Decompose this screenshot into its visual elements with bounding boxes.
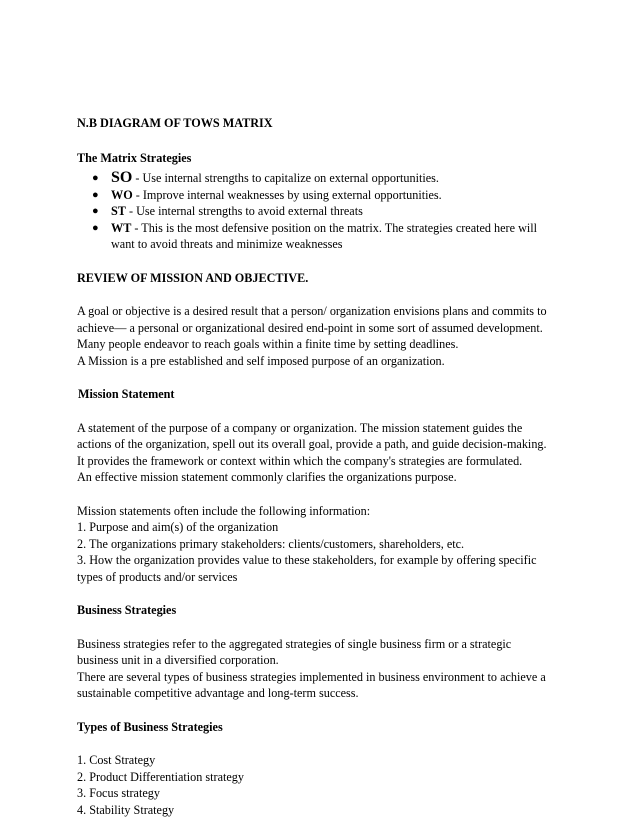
text-line: A goal or objective is a desired result that a person/ organization envisions plans and commits to xyxy=(77,304,547,318)
text-line: actions of the organization, spell out its overall goal, provide a path, and guide decision-making. xyxy=(77,437,547,451)
text-line: 3. How the organization provides value to these stakeholders, for example by offering specific xyxy=(77,553,537,567)
bullet-icon: ● xyxy=(92,172,99,184)
list-item: 2. Product Differentiation strategy xyxy=(77,769,244,784)
strategy-text: - Use internal strengths to capitalize on external opportunities. xyxy=(132,171,439,185)
text-line: types of products and/or services xyxy=(77,569,238,584)
bullet-icon: ● xyxy=(92,205,99,217)
mission-heading: Mission Statement xyxy=(78,387,175,401)
text-line: Mission statements often include the following information: xyxy=(77,503,371,518)
text-line: A Mission is a pre established and self imposed purpose of an organization. xyxy=(77,353,445,368)
strategy-abbr: WT xyxy=(111,220,132,235)
review-paragraph xyxy=(77,303,567,369)
review-heading: REVIEW OF MISSION AND OBJECTIVE. xyxy=(77,270,309,285)
mission-info-paragraph xyxy=(77,503,567,586)
strategy-abbr: WO xyxy=(111,187,133,202)
text-line: Business strategies refer to the aggregated strategies of single business firm or a strategic xyxy=(77,636,512,651)
list-item: 4. Stability Strategy xyxy=(77,802,175,817)
strategy-text: - This is the most defensive position on the matrix. The strategies created here will xyxy=(131,220,538,235)
text-line: achieve— a personal or organizational desired end-point in some sort of assumed development. xyxy=(77,320,543,335)
types-list xyxy=(77,752,567,818)
list-item xyxy=(77,203,567,220)
list-item: 3. Focus strategy xyxy=(77,786,160,800)
text-line: There are several types of business strategies implemented in business environment to achieve a xyxy=(77,669,546,684)
matrix-heading: The Matrix Strategies xyxy=(77,150,192,165)
strategy-text-continued: want to avoid threats and minimize weaknesses xyxy=(111,237,343,251)
bullet-icon: ● xyxy=(92,221,99,234)
business-heading: Business Strategies xyxy=(77,603,177,617)
text-line: A statement of the purpose of a company or organization. The mission statement guides the xyxy=(77,420,523,435)
list-item xyxy=(77,187,567,204)
text-line: business unit in a diversified corporation. xyxy=(77,653,279,667)
text-line: 1. Purpose and aim(s) of the organization xyxy=(77,520,279,534)
strategy-abbr: SO xyxy=(111,169,133,186)
page-title: N.B DIAGRAM OF TOWS MATRIX xyxy=(77,116,273,130)
text-line: Many people endeavor to reach goals within a finite time by setting deadlines. xyxy=(77,337,459,351)
list-item xyxy=(77,170,567,187)
text-line: 2. The organizations primary stakeholders: clients/customers, shareholders, etc. xyxy=(77,536,465,551)
strategy-text: - Use internal strengths to avoid external threats xyxy=(125,204,363,218)
text-line: An effective mission statement commonly clarifies the organizations purpose. xyxy=(77,470,457,484)
business-paragraph xyxy=(77,636,567,702)
text-line: It provides the framework or context within which the company's strategies are formulated. xyxy=(77,453,523,468)
bullet-icon: ● xyxy=(92,188,99,201)
list-item xyxy=(77,220,567,253)
document-body xyxy=(77,115,567,818)
types-heading: Types of Business Strategies xyxy=(77,719,223,734)
strategy-abbr: ST xyxy=(111,204,126,218)
mission-paragraph xyxy=(77,420,567,486)
text-line: sustainable competitive advantage and long-term success. xyxy=(77,686,359,700)
strategy-list xyxy=(77,170,567,253)
list-item: 1. Cost Strategy xyxy=(77,753,156,767)
strategy-text: - Improve internal weaknesses by using external opportunities. xyxy=(132,187,442,202)
